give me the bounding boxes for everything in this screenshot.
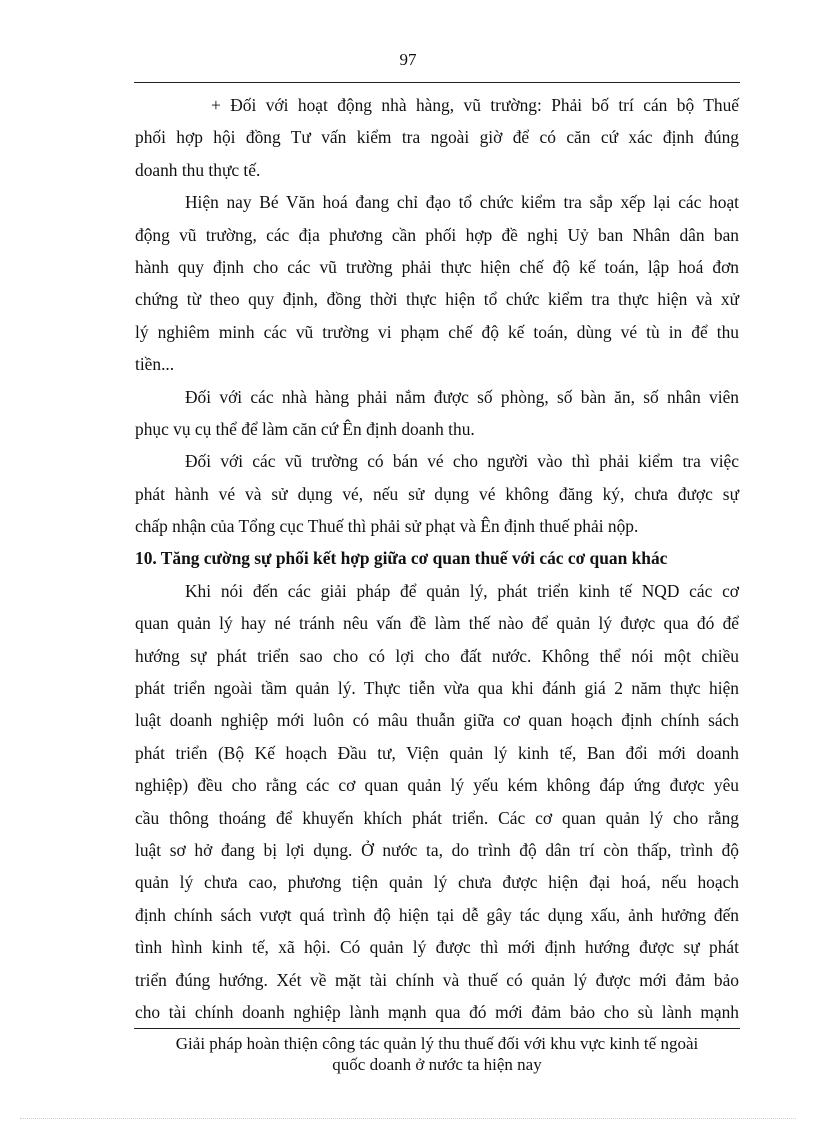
text-line: động vũ trường, các địa phương cần phối hợp đề nghị Uỷ ban Nhân dân ban [135, 224, 739, 245]
text-line: hướng sự phát triển sao cho có lợi cho đất nước. Không thể nói một chiều [135, 645, 739, 666]
footer-rule [134, 1028, 740, 1029]
text-line: lý nghiêm minh các vũ trường vi phạm chế độ kế toán, dùng vé tù in để thu [135, 321, 739, 342]
text-line: tiền... [135, 354, 175, 375]
page-edge-divider [20, 1118, 796, 1119]
page-number: 97 [399, 50, 417, 69]
text-line: Đối với các nhà hàng phải nắm được số phòng, số bàn ăn, số nhân viên [185, 386, 739, 407]
text-line: định chính sách vượt quá trình độ hiện tại dễ gây tác dụng xấu, ảnh hưởng đến [135, 904, 739, 925]
text-line: chứng từ theo quy định, đồng thời thực hiện tổ chức kiểm tra thực hiện và xử [135, 289, 739, 310]
text-line: phát triển (Bộ Kế hoạch Đầu tư, Viện quản lý kinh tế, Ban đổi mới doanh [135, 742, 739, 763]
text-line: phát hành vé và sử dụng vé, nếu sử dụng vé không đăng ký, chưa được sự [135, 483, 739, 504]
text-line: Đối với các vũ trường có bán vé cho người vào thì phải kiểm tra việc [185, 451, 739, 472]
text-line: luật doanh nghiệp mới luôn có mâu thuẫn giữa cơ quan hoạch định chính sách [135, 710, 739, 731]
text-line: phối hợp hội đồng Tư vấn kiểm tra ngoài giờ để có căn cứ xác định đúng [135, 127, 739, 148]
text-line: tình hình kinh tế, xã hội. Có quản lý được thì mới định hướng được sự phát [135, 937, 739, 958]
text-line: + Đối với hoạt động nhà hàng, vũ trường: Phải bố trí cán bộ Thuế [211, 95, 739, 115]
text-line: quản lý chưa cao, phương tiện quản lý chưa được hiện đại hoá, nếu hoạch [135, 872, 739, 893]
footer-line: Giải pháp hoàn thiện công tác quản lý thu thuế đối với khu vực kinh tế ngoài [175, 1034, 699, 1053]
header-rule [134, 82, 740, 83]
text-line: hành quy định cho các vũ trường phải thực hiện chế độ kế toán, lập hoá đơn [135, 256, 739, 277]
text-line: cho tài chính doanh nghiệp lành mạnh qua đó mới đảm bảo cho sù lành mạnh [135, 1001, 739, 1022]
section-heading: 10. Tăng cường sự phối kết hợp giữa cơ quan thuế với các cơ quan khác [135, 548, 668, 569]
text-line: luật sơ hở đang bị lợi dụng. Ở nước ta, do trình độ dân trí còn thấp, trình độ [135, 839, 739, 860]
text-line: phục vụ cụ thể để làm căn cứ Ên định doanh thu. [135, 418, 475, 439]
text-line: chấp nhận của Tổng cục Thuế thì phải sử phạt và Ên định thuế phải nộp. [135, 516, 639, 537]
text-line: Khi nói đến các giải pháp để quản lý, phát triển kinh tế NQD các cơ [185, 580, 739, 601]
page-footer [134, 1033, 740, 1075]
text-line: cầu thông thoáng để khuyến khích phát triển. Các cơ quan quản lý cho rằng [135, 807, 739, 828]
body-text [135, 89, 739, 1028]
text-line: quan quản lý hay né tránh nêu vấn đề làm thế nào để quản lý được qua đó để [135, 613, 739, 634]
text-line: triển đúng hướng. Xét về mặt tài chính và thuế có quản lý được mới đảm bảo [135, 969, 739, 990]
text-line: doanh thu thực tế. [135, 159, 261, 180]
text-line: nghiệp) đều cho rằng các cơ quan quản lý yếu kém không đáp ứng được yêu [135, 775, 739, 796]
footer-line: quốc doanh ở nước ta hiện nay [332, 1055, 542, 1074]
text-line: Hiện nay Bé Văn hoá đang chỉ đạo tổ chức kiểm tra sắp xếp lại các hoạt [185, 192, 739, 213]
text-line: phát triển ngoài tầm quản lý. Thực tiễn vừa qua khi đánh giá 2 năm thực hiện [135, 678, 739, 699]
